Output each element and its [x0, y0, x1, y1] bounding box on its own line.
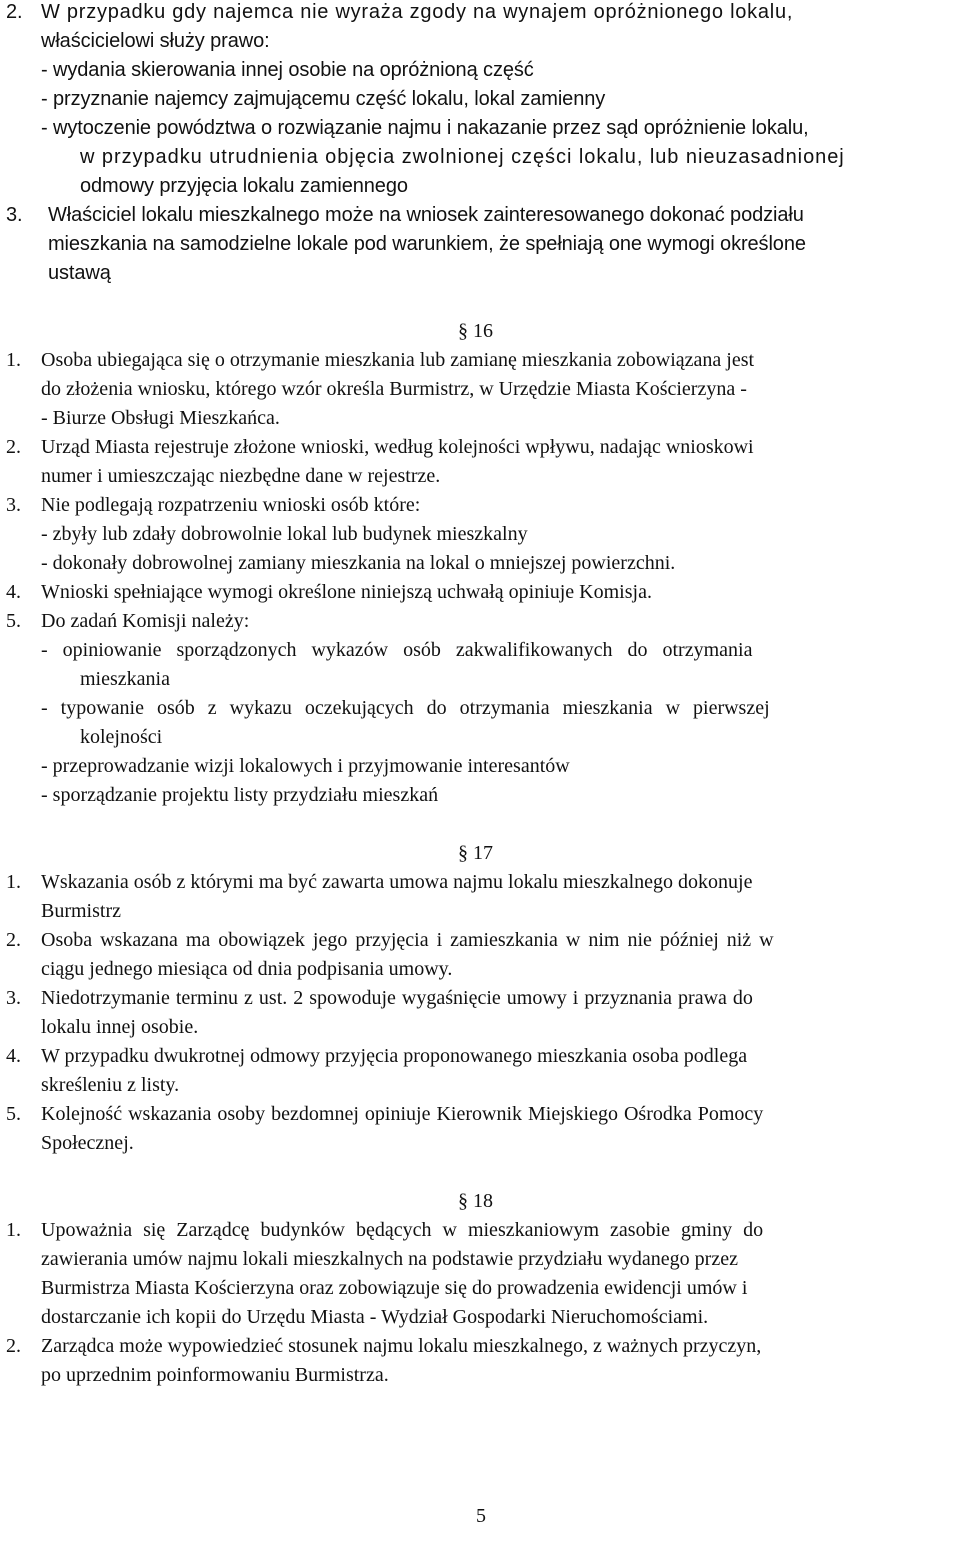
item-number: 4. [6, 581, 21, 603]
paragraph-line: ustawą [48, 262, 111, 284]
item-number: 3. [6, 494, 21, 516]
paragraph-line [41, 2, 956, 22]
item-number: 1. [6, 1219, 21, 1241]
bullet-continuation: w przypadku utrudnienia objęcia zwolnionej części lokalu, lub nieuzasadnionej [80, 146, 845, 168]
item-number: 3. [6, 204, 23, 226]
item-number: 3. [6, 987, 21, 1009]
paragraph-line: Zarządca może wypowiedzieć stosunek najmu lokalu mieszkalnego, z ważnych przyczyn, [41, 1335, 762, 1357]
bullet-item: - sporządzanie projektu listy przydziału mieszkań [41, 784, 439, 806]
bullet-item: - dokonały dobrowolnej zamiany mieszkania na lokal o mniejszej powierzchni. [41, 552, 676, 574]
bullet-continuation: odmowy przyjęcia lokalu zamiennego [80, 175, 408, 197]
bullet-item: - zbyły lub zdały dobrowolnie lokal lub budynek mieszkalny [41, 523, 528, 545]
item-number: 5. [6, 610, 21, 632]
section-heading: § 17 [458, 842, 493, 864]
bullet-item: - wydania skierowania innej osobie na opróżnioną część [41, 59, 534, 81]
bullet-item: - opiniowanie sporządzonych wykazów osób zakwalifikowanych do otrzymania [41, 639, 753, 661]
section-heading: § 16 [458, 320, 493, 342]
paragraph-line: Burmistrza Miasta Kościerzyna oraz zobowiązuje się do prowadzenia ewidencji umów i [41, 1277, 748, 1299]
item-number: 1. [6, 349, 21, 371]
paragraph-line: numer i umieszczając niezbędne dane w rejestrze. [41, 465, 441, 487]
bullet-continuation: mieszkania [80, 668, 170, 690]
paragraph-line: Niedotrzymanie terminu z ust. 2 spowoduje wygaśnięcie umowy i przyznania prawa do [41, 987, 753, 1009]
paragraph-line: Osoba wskazana ma obowiązek jego przyjęcia i zamieszkania w nim nie później niż w [41, 929, 774, 951]
paragraph-line: właścicielowi służy prawo: [41, 30, 270, 52]
paragraph-line: dostarczanie ich kopii do Urzędu Miasta - Wydział Gospodarki Nieruchomościami. [41, 1306, 709, 1328]
paragraph-line: - Biurze Obsługi Mieszkańca. [41, 407, 280, 429]
paragraph-line: Społecznej. [41, 1132, 134, 1154]
paragraph-line: Burmistrz [41, 900, 121, 922]
paragraph-line: lokalu innej osobie. [41, 1016, 199, 1038]
paragraph-line: Osoba ubiegająca się o otrzymanie mieszkania lub zamianę mieszkania zobowiązana jest [41, 349, 755, 371]
paragraph-text: W przypadku gdy najemca nie wyraża zgody na wynajem opróżnionego lokalu, [41, 1, 794, 23]
paragraph-line: skreśleniu z listy. [41, 1074, 180, 1096]
item-number: 2. [6, 1, 23, 23]
paragraph-line: po uprzednim poinformowaniu Burmistrza. [41, 1364, 389, 1386]
paragraph-line: Upoważnia się Zarządcę budynków będących w mieszkaniowym zasobie gminy do [41, 1219, 764, 1241]
item-number: 2. [6, 436, 21, 458]
item-number: 2. [6, 929, 21, 951]
bullet-item: - typowanie osób z wykazu oczekujących do otrzymania mieszkania w pierwszej [41, 697, 770, 719]
item-number: 1. [6, 871, 21, 893]
bullet-item: - wytoczenie powództwa o rozwiązanie najmu i nakazanie przez sąd opróżnienie lokalu, [41, 117, 809, 139]
paragraph-line: Wnioski spełniające wymogi określone niniejszą uchwałą opiniuje Komisja. [41, 581, 652, 603]
paragraph-line: do złożenia wniosku, którego wzór określa Burmistrz, w Urzędzie Miasta Kościerzyna - [41, 378, 747, 400]
paragraph-line: W przypadku dwukrotnej odmowy przyjęcia proponowanego mieszkania osoba podlega [41, 1045, 748, 1067]
bullet-item: - przeprowadzanie wizji lokalowych i przyjmowanie interesantów [41, 755, 570, 777]
paragraph-line: ciągu jednego miesiąca od dnia podpisania umowy. [41, 958, 453, 980]
bullet-continuation: kolejności [80, 726, 163, 748]
paragraph-line: mieszkania na samodzielne lokale pod warunkiem, że spełniają one wymogi określone [48, 233, 806, 255]
paragraph-line: Do zadań Komisji należy: [41, 610, 250, 632]
paragraph-line: zawierania umów najmu lokali mieszkalnych na podstawie przydziału wydanego przez [41, 1248, 738, 1270]
item-number: 2. [6, 1335, 21, 1357]
paragraph-line: Urząd Miasta rejestruje złożone wnioski, według kolejności wpływu, nadając wnioskowi [41, 436, 754, 458]
section-heading: § 18 [458, 1190, 493, 1212]
bullet-item: - przyznanie najemcy zajmującemu część lokalu, lokal zamienny [41, 88, 606, 110]
paragraph-line: Nie podlegają rozpatrzeniu wnioski osób które: [41, 494, 421, 516]
paragraph-line: Właściciel lokalu mieszkalnego może na wniosek zainteresowanego dokonać podziału [48, 204, 804, 226]
item-number: 4. [6, 1045, 21, 1067]
paragraph-line: Wskazania osób z którymi ma być zawarta umowa najmu lokalu mieszkalnego dokonuje [41, 871, 753, 893]
item-number: 5. [6, 1103, 21, 1125]
paragraph-line: Kolejność wskazania osoby bezdomnej opiniuje Kierownik Miejskiego Ośrodka Pomocy [41, 1103, 764, 1125]
page-number: 5 [476, 1505, 486, 1527]
